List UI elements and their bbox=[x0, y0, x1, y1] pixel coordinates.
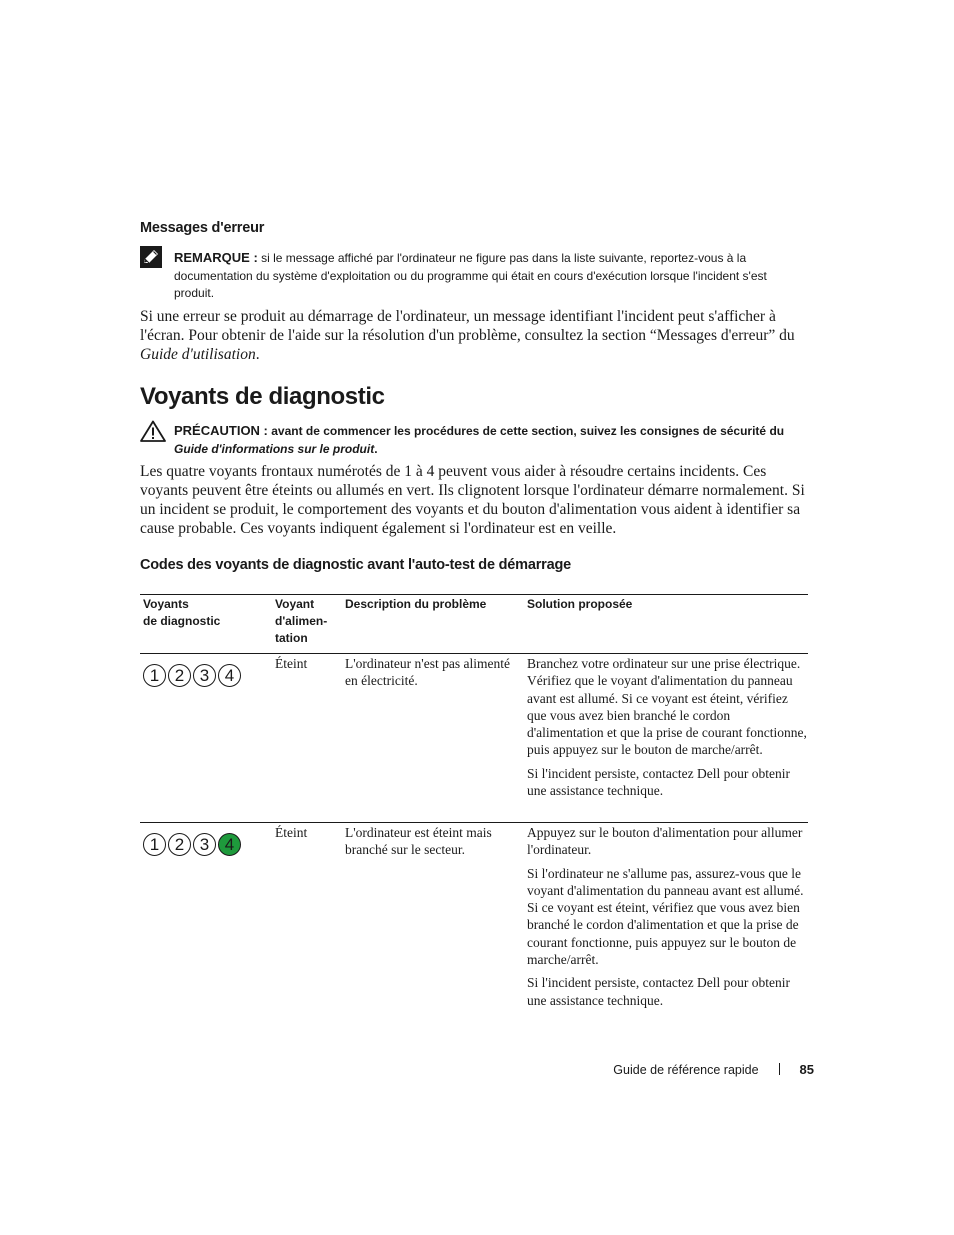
header-power-line1: Voyant bbox=[275, 597, 315, 611]
caution-text: avant de commencer les procédures de cette section, suivez les consignes de sécurité du bbox=[271, 424, 785, 438]
solution-row2-para1: Appuyez sur le bouton d'alimentation pour allumer l'ordinateur. bbox=[527, 825, 803, 858]
heading-diagnostic-lights: Voyants de diagnostic bbox=[140, 383, 385, 410]
caution-end: . bbox=[374, 441, 378, 456]
guide-utilisation-ref: Guide d'utilisation bbox=[140, 346, 256, 363]
problem-description-row1: L'ordinateur n'est pas alimenté en électricité. bbox=[345, 656, 510, 689]
heading-error-messages: Messages d'erreur bbox=[140, 220, 265, 236]
solution-row2-para3: Si l'incident persiste, contactez Dell pour obtenir une assistance technique. bbox=[527, 975, 790, 1008]
solution-row1 bbox=[527, 655, 807, 805]
note-label: REMARQUE : bbox=[174, 250, 258, 265]
footer-title: Guide de référence rapide bbox=[613, 1063, 759, 1077]
led-3: 3 bbox=[193, 833, 216, 856]
paragraph-diagnostic-intro: Les quatre voyants frontaux numérotés de 1 à 4 peuvent vous aider à résoudre certains incidents. Ces voyants peuvent être éteints ou allumés en vert. Ils clignotent lorsque l'ordinateur démarre normalement. Si un incident se produit, le comportement des voyants et du bouton d'alimentation vous aident à identifier sa cause probable. Ces voyants indiquent également si l'ordinateur est en veille. bbox=[140, 463, 805, 537]
problem-description-row2: L'ordinateur est éteint mais branché sur le secteur. bbox=[345, 825, 492, 858]
led-4: 4 bbox=[218, 664, 241, 687]
note-block bbox=[174, 249, 794, 303]
footer-separator bbox=[779, 1063, 780, 1075]
caution-label: PRÉCAUTION : bbox=[174, 423, 268, 438]
caution-block bbox=[174, 422, 814, 458]
table-top-rule bbox=[140, 594, 808, 595]
diagnostic-leds-row2 bbox=[143, 833, 241, 856]
solution-row1-para2: Si l'incident persiste, contactez Dell pour obtenir une assistance technique. bbox=[527, 765, 790, 799]
led-2: 2 bbox=[168, 833, 191, 856]
led-2: 2 bbox=[168, 664, 191, 687]
table-header-rule bbox=[140, 653, 808, 654]
paragraph-error-intro-end: . bbox=[255, 346, 260, 363]
header-problem-description: Description du problème bbox=[345, 597, 487, 611]
led-3: 3 bbox=[193, 664, 216, 687]
note-text: si le message affiché par l'ordinateur ne figure pas dans la liste suivante, reportez-vous à la documentation du système d'exploitation ou du programme qui était en cours d'exécution lorsque l'incident s'est produit. bbox=[174, 251, 767, 300]
header-diagnostic-lights-line1: Voyants bbox=[143, 597, 189, 611]
power-state-row1: Éteint bbox=[275, 656, 308, 671]
header-diagnostic-lights bbox=[143, 596, 268, 630]
solution-row2-para2: Si l'ordinateur ne s'allume pas, assurez-vous que le voyant d'alimentation du panneau avant est allumé. Si ce voyant est éteint, vérifiez que vous avez bien branché le cordon d'alimentation et que la prise de courant fonctionne, puis appuyez sur le bouton de marche/arrêt. bbox=[527, 865, 804, 968]
solution-row1-para1: Branchez votre ordinateur sur une prise électrique. Vérifiez que le voyant d'alimentation du panneau avant est allumé. Si ce voyant est éteint, vérifiez que vous avez bien branché le cordon d'alimentation et que la prise de courant fonctionne, puis appuyez sur le bouton de marche/arrêt. bbox=[527, 656, 807, 758]
heading-led-codes: Codes des voyants de diagnostic avant l'auto-test de démarrage bbox=[140, 557, 572, 573]
caution-guide-ref: Guide d'informations sur le produit bbox=[174, 441, 375, 456]
led-1: 1 bbox=[143, 664, 166, 687]
header-power-light bbox=[275, 596, 340, 647]
diagnostic-leds-row1 bbox=[143, 664, 241, 687]
power-state-row2: Éteint bbox=[275, 825, 308, 840]
header-diagnostic-lights-line2: de diagnostic bbox=[143, 614, 221, 628]
pencil-note-icon bbox=[140, 246, 162, 273]
paragraph-error-intro bbox=[140, 307, 810, 364]
header-suggested-solution: Solution proposée bbox=[527, 597, 633, 611]
page-number: 85 bbox=[799, 1062, 814, 1077]
page-footer bbox=[613, 1062, 814, 1077]
solution-row2 bbox=[527, 824, 807, 1015]
paragraph-error-intro-text: Si une erreur se produit au démarrage de l'ordinateur, un message identifiant l'incident peut s'afficher à l'écran. Pour obtenir de l'aide sur la résolution d'un problème, consultez la section “Messages d'erreur” du bbox=[140, 308, 795, 344]
led-4-on: 4 bbox=[218, 833, 241, 856]
table-row-rule bbox=[140, 822, 808, 823]
warning-triangle-icon bbox=[140, 420, 166, 447]
header-power-line2: d'alimen- bbox=[275, 614, 328, 628]
led-1: 1 bbox=[143, 833, 166, 856]
header-power-line3: tation bbox=[275, 631, 308, 645]
